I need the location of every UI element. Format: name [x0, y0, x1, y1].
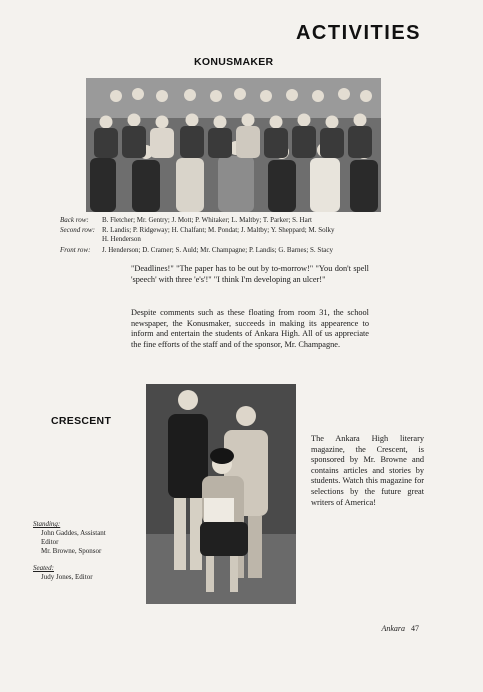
seated-person-1: Judy Jones, Editor — [41, 573, 93, 581]
konusmaker-quotes-paragraph: "Deadlines!" "The paper has to be out by to-morrow!" "You don't spell 'speech' with three 'e's'!" "I think I'm developing an ulcer!" — [131, 264, 369, 284]
group-photo-figures — [86, 78, 381, 212]
seated-label: Seated: — [33, 564, 54, 572]
caption-second-text-cont: H. Henderson — [102, 235, 141, 243]
standing-person-1: John Gaddes, Assistant — [41, 529, 106, 537]
caption-front-text: J. Henderson; D. Cramer; S. Auld; Mr. Champagne; P. Landis; G. Barnes; S. Stacy — [102, 246, 333, 254]
konusmaker-description-paragraph: Despite comments such as these floating from room 31, the school newspaper, the Konusmaker, succeeds in making its appearence to inform and entertain the students of Ankara High. All of us appreciate the fine efforts of the staff and of the sponsor, Mr. Champagne. — [131, 308, 369, 349]
standing-person-1-role: Editor — [41, 538, 59, 546]
caption-front-label: Front row: — [60, 246, 91, 254]
page-title: ACTIVITIES — [295, 22, 421, 44]
standing-caption — [33, 520, 148, 556]
standing-person-2: Mr. Browne, Sponsor — [41, 547, 102, 555]
konusmaker-group-photo — [86, 78, 381, 212]
crescent-photo-figures — [146, 384, 296, 604]
crescent-staff-photo — [146, 384, 296, 604]
footer-page-number: 47 — [411, 624, 419, 633]
caption-back-text: B. Fletcher; Mr. Gentry; J. Mott; P. Whitaker; L. Maltby; T. Parker; S. Hart — [102, 216, 312, 224]
crescent-heading: CRESCENT — [51, 415, 112, 427]
page-footer — [381, 624, 419, 633]
konusmaker-heading: KONUSMAKER — [194, 56, 274, 68]
crescent-description: The Ankara High literary magazine, the Crescent, is sponsored by Mr. Browne and contains articles and stories by students. Watch this magazine for selections by the future great writers of America! — [311, 434, 424, 507]
caption-back-row — [60, 216, 460, 225]
caption-second-text: R. Landis; P. Ridgeway; H. Chalfant; M. Pondat; J. Maltby; Y. Sheppard; M. Solky — [102, 226, 335, 234]
caption-second-row — [60, 226, 460, 244]
standing-label: Standing: — [33, 520, 61, 528]
caption-second-label: Second row: — [60, 226, 95, 234]
seated-caption — [33, 564, 148, 582]
footer-school-name: Ankara — [381, 624, 405, 633]
caption-front-row — [60, 246, 460, 255]
caption-back-label: Back row: — [60, 216, 89, 224]
